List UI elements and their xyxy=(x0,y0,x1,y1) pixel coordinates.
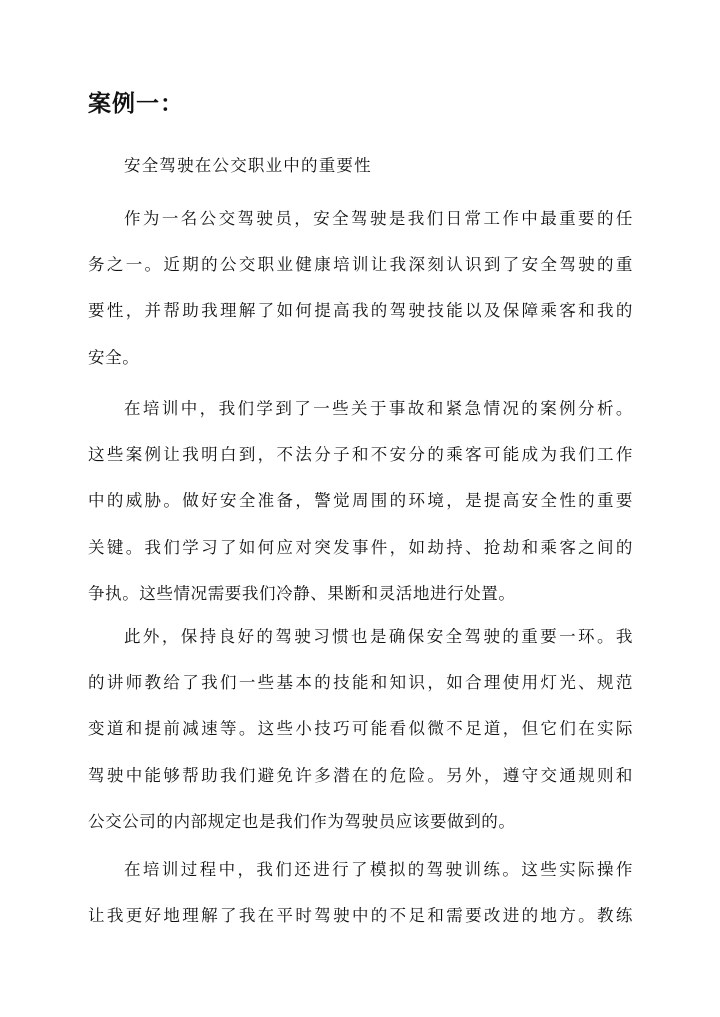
paragraph-line: 务之一。近期的公交职业健康培训让我深刻认识到了安全驾驶的重 xyxy=(88,255,633,275)
paragraph-4 xyxy=(88,847,633,939)
paragraph-line: 的讲师教给了我们一些基本的技能和知识，如合理使用灯光、规范 xyxy=(88,673,633,693)
case-heading: 案例一： xyxy=(88,90,184,117)
paragraph-line: 驾驶中能够帮助我们避免许多潜在的危险。另外，遵守交通规则和 xyxy=(88,765,633,785)
document-subtitle: 安全驾驶在公交职业中的重要性 xyxy=(124,156,372,175)
paragraph-line: 要性，并帮助我理解了如何提高我的驾驶技能以及保障乘客和我的 xyxy=(88,301,633,321)
paragraph-line: 安全。 xyxy=(88,347,140,367)
paragraph-line: 变道和提前减速等。这些小技巧可能看似微不足道，但它们在实际 xyxy=(88,719,633,739)
paragraph-3 xyxy=(88,614,633,845)
paragraph-line: 争执。这些情况需要我们冷静、果断和灵活地进行处置。 xyxy=(88,583,516,603)
paragraph-line: 在培训过程中，我们还进行了模拟的驾驶训练。这些实际操作 xyxy=(124,860,633,879)
paragraph-line: 这些案例让我明白到，不法分子和不安分的乘客可能成为我们工作 xyxy=(88,445,633,465)
paragraph-line: 作为一名公交驾驶员，安全驾驶是我们日常工作中最重要的任 xyxy=(124,209,633,228)
paragraph-line: 公交公司的内部规定也是我们作为驾驶员应该要做到的。 xyxy=(88,811,516,831)
paragraph-line: 中的威胁。做好安全准备，警觉周围的环境，是提高安全性的重要 xyxy=(88,491,633,511)
paragraph-line: 此外，保持良好的驾驶习惯也是确保安全驾驶的重要一环。我 xyxy=(124,627,633,646)
paragraph-line: 关键。我们学习了如何应对突发事件，如劫持、抢劫和乘客之间的 xyxy=(88,537,633,557)
paragraph-line: 让我更好地理解了我在平时驾驶中的不足和需要改进的地方。教练 xyxy=(88,906,633,926)
paragraph-line: 在培训中，我们学到了一些关于事故和紧急情况的案例分析。 xyxy=(124,399,633,418)
paragraph-1 xyxy=(88,196,633,381)
paragraph-2 xyxy=(88,386,633,617)
